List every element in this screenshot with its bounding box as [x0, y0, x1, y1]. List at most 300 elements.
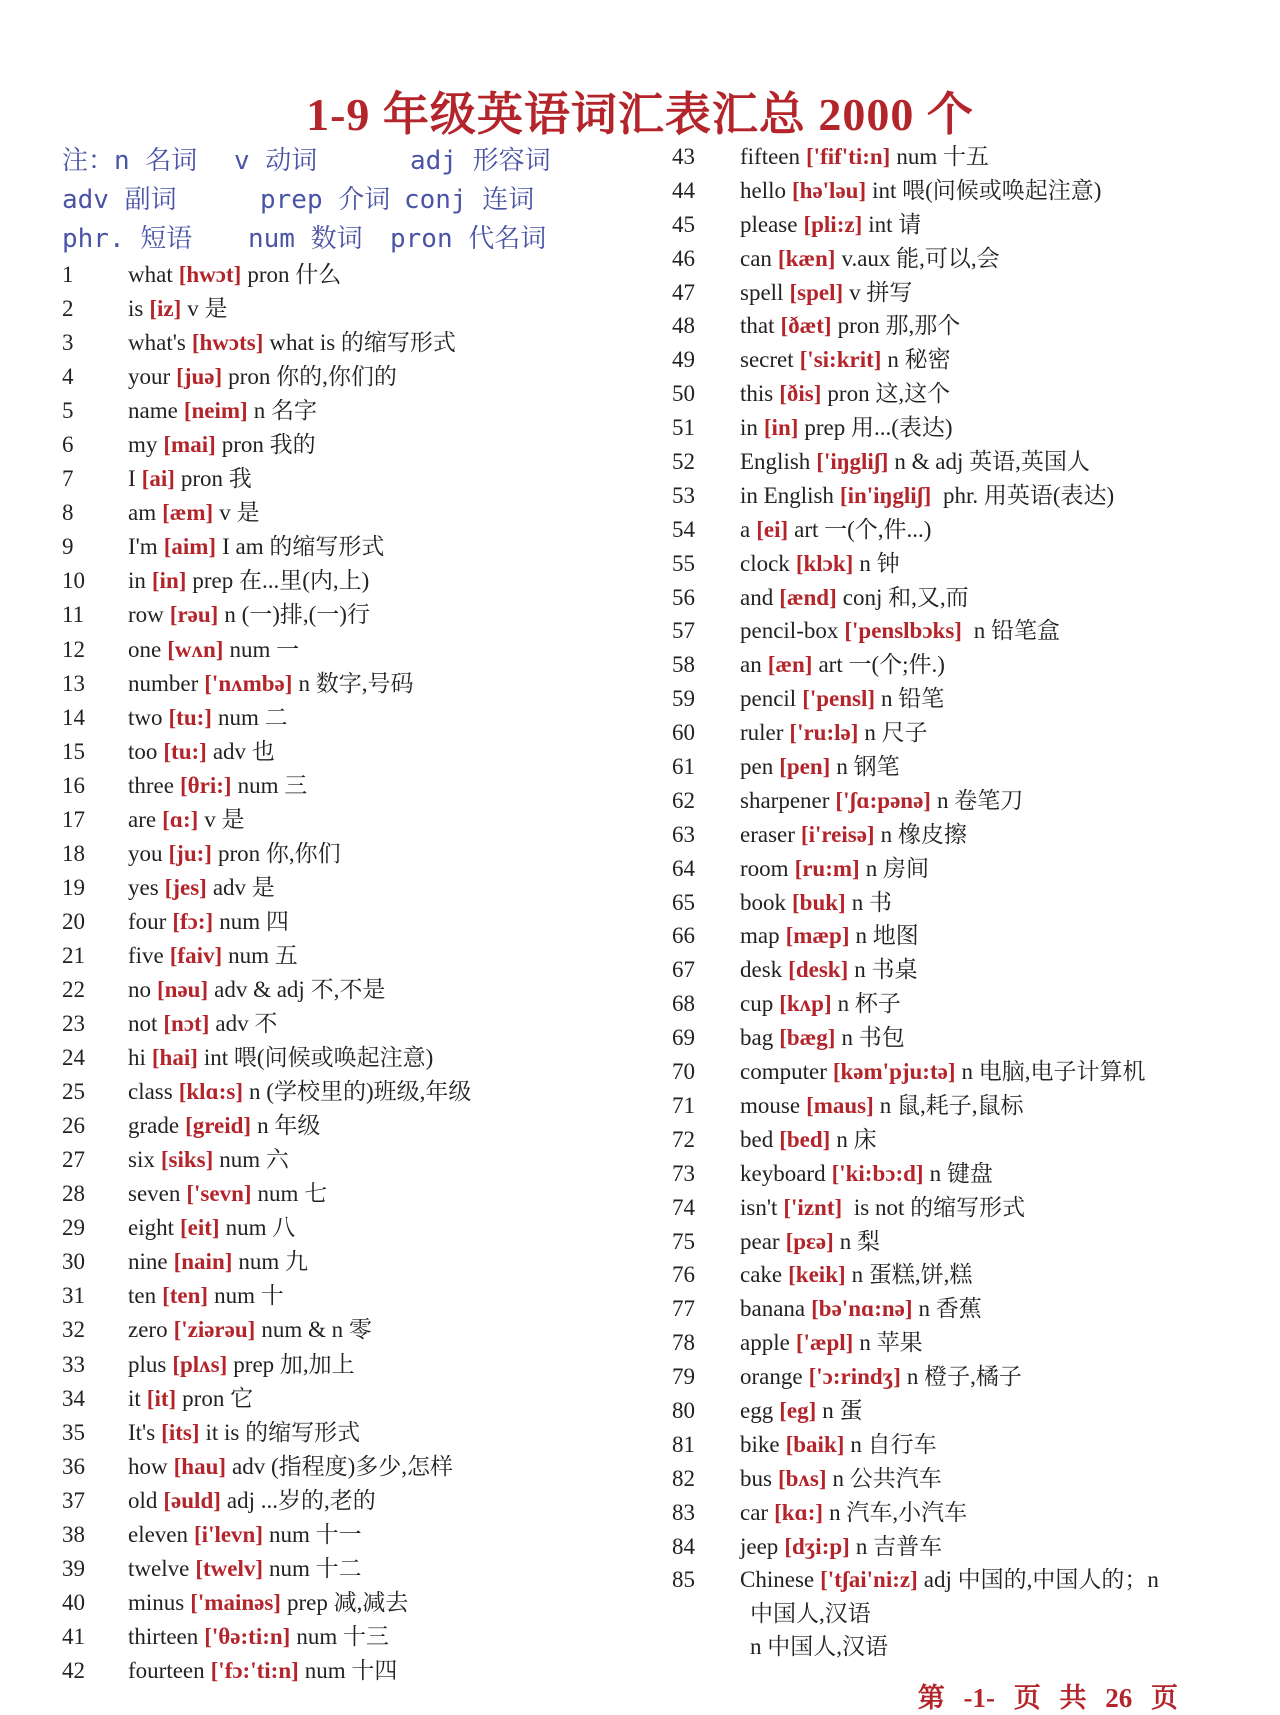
- vocab-entry: [672, 886, 1232, 920]
- entry-line: [128, 1518, 362, 1552]
- vocab-entry: [62, 1484, 622, 1518]
- entry-word: cup: [740, 991, 774, 1017]
- legend-item: prep 介词: [260, 185, 391, 215]
- vocab-entry: [62, 1279, 622, 1313]
- entry-number: 63: [672, 821, 695, 847]
- entry-line: [128, 973, 385, 1007]
- entry-meaning: n 书桌: [854, 957, 918, 983]
- entry-number: 25: [62, 1079, 85, 1105]
- vocab-entry: [62, 1109, 622, 1143]
- legend-row: [62, 140, 622, 179]
- entry-line: [740, 1530, 942, 1564]
- legend-item: v 动词: [234, 146, 318, 176]
- entry-number: 23: [62, 1011, 85, 1037]
- entry-word: pen: [740, 754, 774, 780]
- vocab-entry: [672, 1292, 1232, 1326]
- entry-meaning: n 电脑,电子计算机: [961, 1059, 1146, 1085]
- entry-phonetic: [greid]: [185, 1113, 252, 1139]
- vocab-entry: [62, 1382, 622, 1416]
- entry-meaning: n 橡皮擦: [880, 821, 967, 847]
- entry-meaning: what is 的缩写形式: [269, 330, 456, 356]
- entry-word: in: [740, 415, 758, 441]
- entry-number: 64: [672, 855, 695, 881]
- entry-continuation: [672, 1597, 1232, 1630]
- vocab-entry: [62, 1416, 622, 1450]
- vocab-entry: [62, 701, 622, 735]
- entry-meaning: n 自行车: [850, 1431, 937, 1457]
- entry-word: twelve: [128, 1555, 190, 1581]
- entry-number: 61: [672, 754, 695, 780]
- entry-phonetic: [ðis]: [779, 381, 822, 407]
- entry-word: four: [128, 908, 167, 934]
- entry-meaning: num 一: [229, 636, 300, 662]
- entry-meaning: is not 的缩写形式: [848, 1194, 1026, 1220]
- entry-number: 29: [62, 1215, 85, 1241]
- entry-line: [128, 1245, 308, 1279]
- entry-phonetic: [hwɔt]: [178, 262, 242, 287]
- entry-phonetic: ['sevn]: [186, 1181, 252, 1207]
- entry-word: hello: [740, 177, 786, 203]
- entry-word: in: [128, 568, 146, 594]
- entry-phonetic: [in]: [151, 568, 187, 594]
- vocab-entry: [672, 1191, 1232, 1225]
- entry-word: zero: [128, 1317, 168, 1343]
- vocab-entry: [62, 1586, 622, 1620]
- entry-number: 82: [672, 1465, 695, 1491]
- vocab-entry: [672, 682, 1232, 716]
- entry-word: what's: [128, 330, 186, 356]
- entry-number: 74: [672, 1194, 695, 1220]
- entry-phonetic: ['ki:bɔ:d]: [831, 1160, 924, 1186]
- entry-line: [740, 343, 951, 377]
- entry-line: [740, 174, 1101, 208]
- vocab-entry: [62, 1450, 622, 1484]
- entry-phonetic: [ei]: [756, 516, 789, 542]
- entry-word: map: [740, 923, 780, 949]
- vocab-entry: [62, 530, 622, 564]
- entry-line: [740, 750, 900, 784]
- footer-page-number: -1-: [963, 1683, 995, 1713]
- vocab-entry: [62, 1552, 622, 1586]
- entry-phonetic: [ai]: [141, 466, 175, 492]
- entry-word: three: [128, 772, 174, 798]
- entry-phonetic: [baik]: [785, 1431, 845, 1457]
- entry-word: I: [128, 466, 136, 492]
- entry-number: 56: [672, 584, 695, 610]
- entry-number: 4: [62, 364, 74, 390]
- entry-word: class: [128, 1079, 173, 1105]
- vocab-entry: [672, 750, 1232, 784]
- entry-phonetic: [wʌn]: [167, 636, 224, 662]
- entry-line: [128, 1416, 360, 1450]
- entry-word: clock: [740, 550, 790, 576]
- entry-phonetic: [in]: [763, 415, 799, 441]
- legend-item: adj 形容词: [410, 146, 551, 176]
- vocab-entry: [672, 919, 1232, 953]
- entry-line: [740, 987, 901, 1021]
- entry-number: 67: [672, 957, 695, 983]
- vocab-entry: [62, 258, 622, 292]
- entry-meaning: n & adj 英语,英国人: [894, 449, 1090, 475]
- entry-word: bike: [740, 1431, 780, 1457]
- vocab-entry: [62, 973, 622, 1007]
- entry-word: desk: [740, 957, 783, 983]
- vocab-column-left: [62, 258, 622, 1688]
- entry-meaning: num 十二: [269, 1555, 362, 1581]
- entry-phonetic: [it]: [146, 1385, 177, 1411]
- entry-phonetic: ['θə:ti:n]: [204, 1623, 291, 1649]
- entry-number: 53: [672, 482, 695, 508]
- entry-number: 62: [672, 787, 695, 813]
- entry-word: bag: [740, 1025, 774, 1051]
- vocab-entry: [672, 987, 1232, 1021]
- entry-meaning: n (一)排,(一)行: [224, 602, 370, 628]
- entry-number: 41: [62, 1623, 85, 1649]
- entry-phonetic: [ænd]: [779, 584, 837, 610]
- vocab-entry: [672, 1157, 1232, 1191]
- entry-word: your: [128, 364, 171, 390]
- entry-line: [128, 667, 413, 701]
- entry-word: six: [128, 1147, 155, 1173]
- entry-meaning: n 尺子: [864, 720, 928, 746]
- entry-line: [128, 1007, 277, 1041]
- entry-line: [128, 735, 275, 769]
- entry-phonetic: [ɑ:]: [162, 806, 199, 832]
- entry-word: a: [740, 516, 751, 542]
- entry-number: 71: [672, 1092, 695, 1118]
- entry-phonetic: [i'reisə]: [800, 821, 875, 847]
- entry-line: [740, 953, 917, 987]
- vocab-entry: [672, 1089, 1232, 1123]
- entry-phonetic: [aim]: [163, 534, 217, 560]
- entry-phonetic: [hau]: [173, 1453, 227, 1479]
- entry-phonetic: [nɔt]: [163, 1011, 210, 1037]
- entry-meaning: n 橙子,橘子: [906, 1364, 1022, 1390]
- entry-meaning: adv 不: [215, 1011, 278, 1037]
- entry-word: grade: [128, 1113, 180, 1139]
- entry-meaning: pron 这,这个: [827, 381, 951, 407]
- entry-line: [128, 1313, 372, 1347]
- entry-line: [740, 1326, 923, 1360]
- entry-word: egg: [740, 1397, 774, 1423]
- entry-phonetic: ['penslbɔks]: [844, 618, 962, 644]
- entry-line: [128, 803, 245, 837]
- entry-line: [740, 309, 960, 343]
- entry-phonetic: [jes]: [164, 874, 207, 900]
- entry-phonetic: [hwɔts]: [191, 330, 264, 356]
- vocab-entry: [62, 428, 622, 462]
- entry-word: car: [740, 1499, 769, 1525]
- entry-meaning: adj 中国的,中国人的；n: [923, 1567, 1159, 1593]
- entry-meaning: n 钢笔: [836, 754, 900, 780]
- entry-line: [740, 1496, 967, 1530]
- entry-meaning: n 书: [851, 889, 892, 915]
- entry-meaning: num 九: [238, 1249, 309, 1275]
- entry-number: 84: [672, 1533, 695, 1559]
- entry-phonetic: [faiv]: [169, 942, 223, 968]
- entry-word: plus: [128, 1351, 167, 1377]
- entry-word: pencil: [740, 686, 797, 712]
- entry-number: 14: [62, 704, 85, 730]
- vocab-entry: [672, 1123, 1232, 1157]
- entry-meaning: num 三: [237, 772, 308, 798]
- entry-meaning: n 铅笔: [881, 686, 945, 712]
- entry-word: It's: [128, 1419, 156, 1445]
- entry-line: [740, 716, 928, 750]
- entry-phonetic: ['fɔ:'ti:n]: [210, 1657, 299, 1683]
- entry-meaning: art 一(个,件...): [794, 516, 932, 542]
- entry-meaning: n 苹果: [859, 1330, 923, 1356]
- entry-meaning: n 床: [836, 1126, 877, 1152]
- legend-item: phr. 短语: [62, 224, 193, 254]
- vocab-entry: [62, 1245, 622, 1279]
- entry-meaning: I am 的缩写形式: [222, 534, 385, 560]
- entry-word: one: [128, 636, 162, 662]
- entry-word: fifteen: [740, 144, 801, 169]
- entry-number: 13: [62, 670, 85, 696]
- entry-word: two: [128, 704, 163, 730]
- vocab-entry: [62, 769, 622, 803]
- page-title: 1-9 年级英语词汇表汇总 2000 个: [306, 89, 974, 140]
- entry-phonetic: ['nʌmbə]: [204, 670, 293, 696]
- vocab-entry: [672, 377, 1232, 411]
- entry-phonetic: [ru:m]: [794, 855, 860, 881]
- entry-phonetic: [ju:]: [168, 840, 212, 866]
- entry-word: pencil-box: [740, 618, 839, 644]
- entry-meaning: n 蛋: [822, 1397, 863, 1423]
- vocab-entry: [62, 1211, 622, 1245]
- entry-phonetic: [θri:]: [179, 772, 232, 798]
- continuation-text: 中国人,汉语: [750, 1601, 871, 1627]
- entry-phonetic: [rəu]: [169, 602, 219, 628]
- entry-number: 27: [62, 1147, 85, 1173]
- vocab-entry: [672, 343, 1232, 377]
- entry-line: [128, 360, 397, 394]
- vocab-entry: [672, 614, 1232, 648]
- entry-number: 12: [62, 636, 85, 662]
- entry-number: 44: [672, 177, 695, 203]
- legend-row: [62, 179, 622, 218]
- entry-phonetic: [neim]: [183, 398, 248, 424]
- entry-line: [128, 701, 288, 735]
- entry-meaning: num 四: [219, 908, 289, 934]
- entry-meaning: num 八: [225, 1215, 296, 1241]
- entry-word: apple: [740, 1330, 790, 1356]
- legend-item: adv 副词: [62, 185, 177, 215]
- entry-word: cake: [740, 1262, 783, 1288]
- entry-number: 16: [62, 772, 85, 798]
- entry-word: yes: [128, 874, 159, 900]
- entry-meaning: prep 用...(表达): [804, 415, 953, 441]
- entry-meaning: v 是: [219, 500, 260, 526]
- vocab-entry: [62, 837, 622, 871]
- entry-number: 79: [672, 1364, 695, 1390]
- entry-number: 8: [62, 500, 74, 526]
- entry-phonetic: [mæp]: [785, 923, 850, 949]
- entry-phonetic: [hai]: [151, 1045, 198, 1071]
- vocab-entry: [672, 513, 1232, 547]
- entry-line: [128, 837, 341, 871]
- entry-phonetic: [nəu]: [157, 976, 209, 1002]
- entry-phonetic: ['ru:lə]: [789, 720, 859, 746]
- entry-meaning: v 是: [204, 806, 245, 832]
- entry-word: spell: [740, 279, 784, 305]
- entry-phonetic: [klɑ:s]: [178, 1079, 244, 1105]
- entry-number: 31: [62, 1283, 85, 1309]
- entry-phonetic: [maus]: [806, 1092, 874, 1118]
- entry-line: [128, 1211, 295, 1245]
- entry-line: [740, 818, 967, 852]
- entry-phonetic: ['fif'ti:n]: [806, 144, 891, 169]
- entry-line: [128, 462, 252, 496]
- vocab-entry: [672, 174, 1232, 208]
- entry-line: [740, 1428, 937, 1462]
- entry-word: bed: [740, 1126, 774, 1152]
- entry-line: [740, 1157, 993, 1191]
- entry-line: [740, 411, 953, 445]
- continuation-text: n 中国人,汉语: [750, 1634, 888, 1660]
- vocab-entry: [672, 1326, 1232, 1360]
- entry-meaning: num 二: [217, 704, 288, 730]
- entry-line: [740, 513, 931, 547]
- vocab-entry: [672, 140, 1232, 174]
- entry-meaning: pron 你的,你们的: [228, 364, 397, 390]
- entry-phonetic: [ten]: [162, 1283, 209, 1309]
- entry-phonetic: ['ziərəu]: [173, 1317, 256, 1343]
- entry-word: sharpener: [740, 787, 830, 813]
- entry-number: 60: [672, 720, 695, 746]
- entry-phonetic: [twelv]: [195, 1555, 263, 1581]
- entry-number: 80: [672, 1397, 695, 1423]
- entry-meaning: v 拼写: [849, 279, 913, 305]
- entry-line: [740, 276, 912, 310]
- vocab-entry: [672, 1394, 1232, 1428]
- vocab-entry: [62, 1518, 622, 1552]
- entry-word: can: [740, 245, 772, 271]
- entry-line: [740, 784, 1023, 818]
- entry-line: [740, 445, 1090, 479]
- entry-phonetic: [buk]: [792, 889, 846, 915]
- entry-word: old: [128, 1487, 158, 1513]
- entry-word: seven: [128, 1181, 181, 1207]
- entry-meaning: art 一(个;件.): [818, 652, 945, 678]
- footer-total-label: 共: [1059, 1683, 1087, 1713]
- entry-number: 72: [672, 1126, 695, 1152]
- entry-number: 36: [62, 1453, 85, 1479]
- entry-phonetic: ['iznt]: [783, 1194, 843, 1220]
- entry-line: [740, 1021, 905, 1055]
- entry-line: [740, 479, 1114, 513]
- entry-number: 35: [62, 1419, 85, 1445]
- entry-phonetic: [keik]: [788, 1262, 846, 1288]
- entry-phonetic: ['iŋgliʃ]: [816, 449, 889, 475]
- entry-meaning: n 房间: [865, 855, 929, 881]
- entry-line: [740, 614, 1060, 648]
- entry-number: 45: [672, 211, 695, 237]
- entry-number: 47: [672, 279, 695, 305]
- entry-number: 10: [62, 568, 85, 594]
- legend-item: conj 连词: [404, 185, 535, 215]
- entry-number: 55: [672, 550, 695, 576]
- entry-line: [128, 564, 369, 598]
- entry-number: 69: [672, 1025, 695, 1051]
- vocab-entry: [672, 581, 1232, 615]
- entry-number: 11: [62, 602, 85, 628]
- entry-meaning: n 地图: [855, 923, 919, 949]
- entry-phonetic: [iz]: [149, 296, 182, 322]
- entry-meaning: n 鼠,耗子,鼠标: [879, 1092, 1024, 1118]
- entry-number: 15: [62, 738, 85, 764]
- entry-line: [740, 1089, 1024, 1123]
- legend-row: [62, 218, 622, 257]
- entry-line: [128, 1484, 376, 1518]
- entry-number: 58: [672, 652, 695, 678]
- entry-word: room: [740, 855, 789, 881]
- vocab-entry: [672, 479, 1232, 513]
- entry-phonetic: [eg]: [779, 1397, 817, 1423]
- entry-phonetic: [əuld]: [163, 1487, 221, 1513]
- vocab-entry: [672, 953, 1232, 987]
- vocab-entry: [672, 1496, 1232, 1530]
- vocab-entry: [672, 1021, 1232, 1055]
- entry-meaning: num 十: [214, 1283, 284, 1309]
- entry-number: 59: [672, 686, 695, 712]
- entry-word: that: [740, 313, 775, 339]
- entry-line: [128, 769, 307, 803]
- entry-meaning: pron 我: [180, 466, 252, 492]
- legend-item: 注：n 名词: [62, 146, 198, 176]
- entry-phonetic: [pɛə]: [785, 1228, 834, 1254]
- entry-meaning: n 杯子: [837, 991, 901, 1017]
- entry-number: 54: [672, 516, 695, 542]
- entry-number: 21: [62, 942, 85, 968]
- entry-word: not: [128, 1011, 158, 1037]
- entry-meaning: n 卷笔刀: [936, 787, 1024, 813]
- entry-phonetic: ['tʃai'ni:z]: [820, 1567, 918, 1593]
- entry-word: my: [128, 432, 158, 458]
- entry-number: 6: [62, 432, 74, 458]
- entry-meaning: n 钟: [859, 550, 900, 576]
- footer-prefix: 第: [917, 1683, 945, 1713]
- entry-meaning: n 名字: [253, 398, 317, 424]
- entry-meaning: adv & adj 不,不是: [214, 976, 386, 1002]
- entry-word: secret: [740, 347, 794, 373]
- vocab-entry: [672, 1563, 1232, 1597]
- entry-word: orange: [740, 1364, 803, 1390]
- entry-word: how: [128, 1453, 168, 1479]
- entry-line: [740, 648, 945, 682]
- vocab-entry: [672, 547, 1232, 581]
- entry-meaning: num 七: [257, 1181, 328, 1207]
- entry-number: 37: [62, 1487, 85, 1513]
- entry-number: 22: [62, 976, 85, 1002]
- entry-meaning: n 数字,号码: [298, 670, 414, 696]
- entry-word: please: [740, 211, 798, 237]
- entry-word: number: [128, 670, 199, 696]
- vocab-entry: [62, 939, 622, 973]
- entry-line: [128, 1348, 355, 1382]
- entry-line: [128, 939, 298, 973]
- entry-number: 32: [62, 1317, 85, 1343]
- entry-line: [740, 1258, 972, 1292]
- entry-line: [740, 1394, 863, 1428]
- entry-meaning: it is 的缩写形式: [205, 1419, 361, 1445]
- entry-phonetic: ['æpl]: [795, 1330, 854, 1356]
- entry-word: this: [740, 381, 774, 407]
- entry-word: English: [740, 449, 811, 475]
- entry-number: 78: [672, 1330, 695, 1356]
- vocab-entry: [672, 276, 1232, 310]
